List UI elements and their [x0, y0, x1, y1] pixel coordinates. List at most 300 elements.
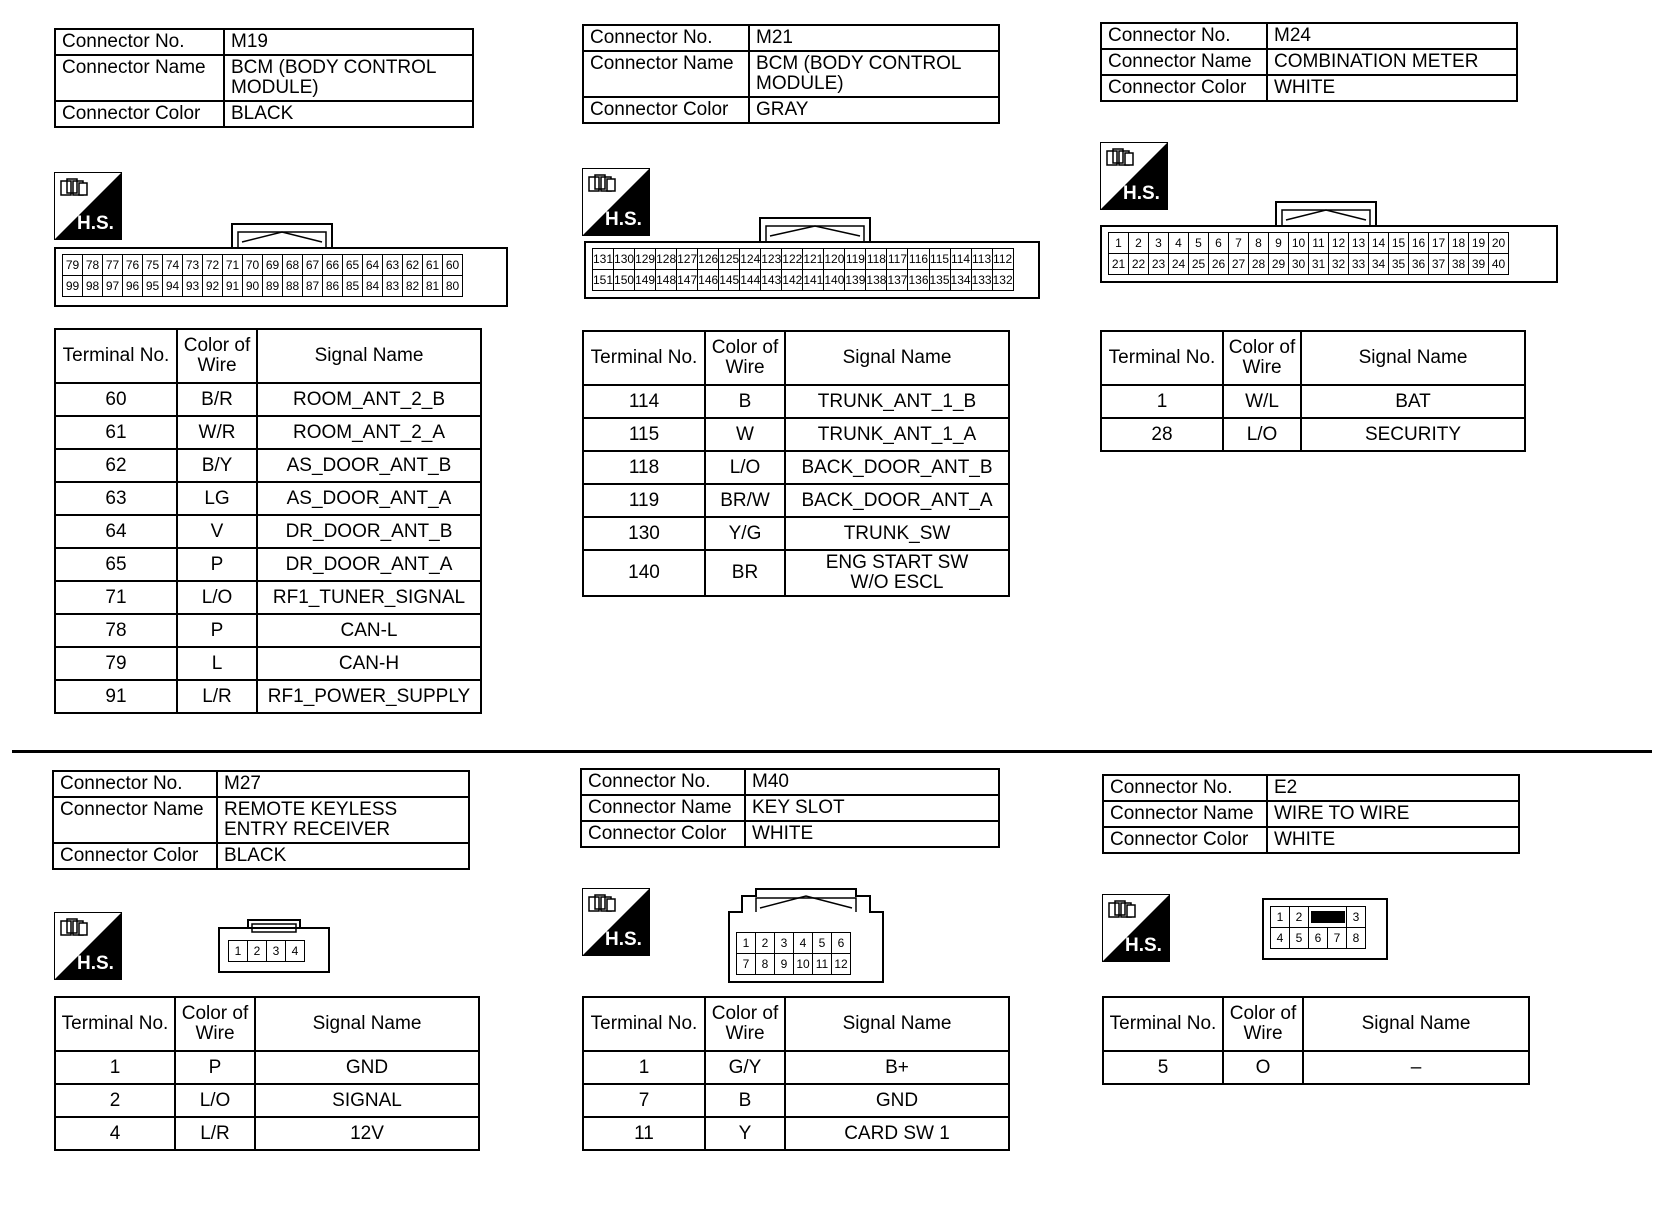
wire-color: Y [705, 1117, 785, 1150]
connector-number: M24 [1267, 23, 1517, 49]
info-label: Connector Color [53, 843, 217, 869]
pin-cell: 117 [887, 249, 908, 270]
terminal-number: 79 [55, 647, 177, 680]
signal-name: GND [785, 1084, 1009, 1117]
wire-color: Y/G [705, 517, 785, 550]
pin-cell: 91 [223, 276, 243, 297]
terminal-header-row [1103, 997, 1529, 1051]
pin-cell: 13 [1349, 233, 1369, 254]
connector-number: M27 [217, 771, 469, 797]
wire-color: P [175, 1051, 255, 1084]
info-row [55, 101, 473, 127]
signal-name: CAN-H [257, 647, 481, 680]
connector-color: BLACK [224, 101, 473, 127]
pin-cell: 16 [1409, 233, 1429, 254]
pin-grid [1108, 232, 1509, 275]
pin-cell: 60 [443, 255, 463, 276]
hs-label: H.S. [77, 953, 114, 974]
terminal-number: 2 [55, 1084, 175, 1117]
wire-color: L/O [1223, 418, 1301, 451]
pin-cell: 29 [1269, 254, 1289, 275]
terminal-number: 140 [583, 550, 705, 596]
pin-cell: 69 [263, 255, 283, 276]
terminal-no-header: Terminal No. [583, 331, 705, 385]
pin-cell: 136 [908, 270, 929, 291]
pin-cell: 8 [1347, 928, 1366, 949]
terminal-header-row [55, 329, 481, 383]
pin-cell: 24 [1169, 254, 1189, 275]
signal-name: AS_DOOR_ANT_B [257, 449, 481, 482]
harness-side-icon [54, 912, 122, 980]
info-row [581, 795, 999, 821]
wire-color: L [177, 647, 257, 680]
signal-name: DR_DOOR_ANT_B [257, 515, 481, 548]
pin-cell: 131 [593, 249, 614, 270]
pin-cell: 113 [971, 249, 992, 270]
pin-cell: 12 [1329, 233, 1349, 254]
pin-cell: 27 [1229, 254, 1249, 275]
pin-cell: 4 [1271, 928, 1290, 949]
pin-row [1271, 928, 1366, 949]
pin-cell: 87 [303, 276, 323, 297]
signal-name-header: Signal Name [257, 329, 481, 383]
terminal-number: 130 [583, 517, 705, 550]
terminal-number: 7 [583, 1084, 705, 1117]
signal-name: GND [255, 1051, 479, 1084]
wire-color: P [177, 614, 257, 647]
terminal-table [54, 328, 482, 714]
pin-cell: 14 [1369, 233, 1389, 254]
pin-cell: 2 [756, 933, 775, 954]
connector-face [584, 216, 1040, 300]
pin-cell: 3 [1149, 233, 1169, 254]
pin-row [63, 276, 463, 297]
pin-row [1271, 907, 1366, 928]
terminal-number: 64 [55, 515, 177, 548]
wire-color: B [705, 385, 785, 418]
terminal-number: 62 [55, 449, 177, 482]
pin-cell: 84 [363, 276, 383, 297]
pin-cell: 32 [1329, 254, 1349, 275]
pin-grid [228, 940, 305, 962]
pin-cell: 65 [343, 255, 363, 276]
pin-cell: 76 [123, 255, 143, 276]
terminal-header-row [583, 331, 1009, 385]
pin-cell: 73 [183, 255, 203, 276]
terminal-number: 61 [55, 416, 177, 449]
terminal-row [583, 451, 1009, 484]
pin-cell: 148 [656, 270, 677, 291]
signal-name: BACK_DOOR_ANT_A [785, 484, 1009, 517]
pin-cell: 71 [223, 255, 243, 276]
info-row [583, 97, 999, 123]
pin-cell: 8 [756, 954, 775, 975]
pin-cell: 138 [866, 270, 887, 291]
pin-cell: 125 [719, 249, 740, 270]
connector-info-table [52, 770, 470, 870]
signal-name: BACK_DOOR_ANT_B [785, 451, 1009, 484]
pin-cell: 67 [303, 255, 323, 276]
wire-color: G/Y [705, 1051, 785, 1084]
terminal-row [55, 1051, 479, 1084]
terminal-number: 28 [1101, 418, 1223, 451]
terminal-number: 63 [55, 482, 177, 515]
wire-color: V [177, 515, 257, 548]
wire-color: L/R [177, 680, 257, 713]
pin-cell: 17 [1429, 233, 1449, 254]
pin-cell: 4 [286, 941, 305, 962]
pin-row [593, 249, 1014, 270]
connector-color: BLACK [217, 843, 469, 869]
pin-cell: 64 [363, 255, 383, 276]
signal-name-header: Signal Name [1303, 997, 1529, 1051]
pin-cell: 122 [782, 249, 803, 270]
info-row [581, 821, 999, 847]
terminal-row [55, 449, 481, 482]
pin-cell: 39 [1469, 254, 1489, 275]
pin-cell: 3 [775, 933, 794, 954]
terminal-row [55, 614, 481, 647]
terminal-no-header: Terminal No. [55, 997, 175, 1051]
signal-name: CAN-L [257, 614, 481, 647]
pin-cell: 34 [1369, 254, 1389, 275]
connector-face [54, 222, 508, 308]
pin-grid [736, 932, 851, 975]
wire-color: W [705, 418, 785, 451]
info-label: Connector Color [583, 97, 749, 123]
pin-cell: 145 [719, 270, 740, 291]
pin-cell: 15 [1389, 233, 1409, 254]
pin-cell: 127 [677, 249, 698, 270]
pin-row [63, 255, 463, 276]
terminal-row [583, 517, 1009, 550]
pin-cell: 23 [1149, 254, 1169, 275]
wire-color-header: Color of Wire [1223, 331, 1301, 385]
pin-cell: 7 [737, 954, 756, 975]
signal-name: B+ [785, 1051, 1009, 1084]
info-label: Connector No. [583, 25, 749, 51]
pin-cell: 94 [163, 276, 183, 297]
info-label: Connector Color [1101, 75, 1267, 101]
pin-cell: 97 [103, 276, 123, 297]
pin-cell: 86 [323, 276, 343, 297]
info-label: Connector Name [55, 55, 224, 101]
pin-cell: 77 [103, 255, 123, 276]
wire-color: B/Y [177, 449, 257, 482]
terminal-number: 4 [55, 1117, 175, 1150]
pin-cell: 12 [832, 954, 851, 975]
pin-cell: 137 [887, 270, 908, 291]
wire-color: P [177, 548, 257, 581]
pin-cell: 139 [845, 270, 866, 291]
pin-cell: 26 [1209, 254, 1229, 275]
pin-cell: 31 [1309, 254, 1329, 275]
pin-cell: 126 [698, 249, 719, 270]
hs-label: H.S. [77, 213, 114, 234]
terminal-header-row [55, 997, 479, 1051]
pin-cell: 37 [1429, 254, 1449, 275]
pin-cell: 92 [203, 276, 223, 297]
connector-face [728, 888, 884, 984]
connector-info-table [582, 24, 1000, 124]
pin-cell: 123 [761, 249, 782, 270]
pin-cell: 1 [229, 941, 248, 962]
pin-cell: 78 [83, 255, 103, 276]
terminal-table [582, 330, 1010, 597]
connector-name: WIRE TO WIRE [1267, 801, 1519, 827]
pin-cell: 9 [1269, 233, 1289, 254]
pin-cell: 143 [761, 270, 782, 291]
connector-name: REMOTE KEYLESS ENTRY RECEIVER [217, 797, 469, 843]
pin-cell: 130 [614, 249, 635, 270]
signal-name: SIGNAL [255, 1084, 479, 1117]
connector-number: E2 [1267, 775, 1519, 801]
terminal-row [55, 1084, 479, 1117]
pin-cell: 7 [1229, 233, 1249, 254]
terminal-header-row [583, 997, 1009, 1051]
pin-cell: 5 [1290, 928, 1309, 949]
terminal-number: 114 [583, 385, 705, 418]
connector-info-table [580, 768, 1000, 848]
pin-cell: 99 [63, 276, 83, 297]
info-row [1103, 827, 1519, 853]
pin-cell: 6 [832, 933, 851, 954]
terminal-number: 91 [55, 680, 177, 713]
pin-cell: 96 [123, 276, 143, 297]
pin-cell: 147 [677, 270, 698, 291]
info-label: Connector No. [53, 771, 217, 797]
pin-cell: 124 [740, 249, 761, 270]
info-label: Connector Name [583, 51, 749, 97]
pin-cell: 7 [1328, 928, 1347, 949]
hs-label: H.S. [605, 209, 642, 230]
pin-row [593, 270, 1014, 291]
signal-name: ROOM_ANT_2_B [257, 383, 481, 416]
terminal-number: 11 [583, 1117, 705, 1150]
connector-number: M21 [749, 25, 999, 51]
connector-name: BCM (BODY CONTROL MODULE) [224, 55, 473, 101]
pin-cell: 128 [656, 249, 677, 270]
pin-cell: 4 [794, 933, 813, 954]
wire-color: BR/W [705, 484, 785, 517]
pin-cell: 79 [63, 255, 83, 276]
pin-cell: 28 [1249, 254, 1269, 275]
pin-row [1109, 254, 1509, 275]
pin-cell: 129 [635, 249, 656, 270]
terminal-no-header: Terminal No. [583, 997, 705, 1051]
pin-cell: 4 [1169, 233, 1189, 254]
connector-info-table [54, 28, 474, 128]
connector-number: M19 [224, 29, 473, 55]
pin-cell: 72 [203, 255, 223, 276]
terminal-row [583, 484, 1009, 517]
pin-cell: 133 [971, 270, 992, 291]
info-row [1103, 801, 1519, 827]
connector-face [218, 918, 330, 974]
pin-cell: 82 [403, 276, 423, 297]
wire-color-header: Color of Wire [1223, 997, 1303, 1051]
info-row [55, 55, 473, 101]
info-label: Connector Color [1103, 827, 1267, 853]
pin-grid [62, 254, 463, 297]
pin-cell: 6 [1209, 233, 1229, 254]
connector-color: GRAY [749, 97, 999, 123]
wire-color: BR [705, 550, 785, 596]
terminal-row [55, 482, 481, 515]
terminal-header-row [1101, 331, 1525, 385]
pin-cell: 141 [803, 270, 824, 291]
pin-cell: 119 [845, 249, 866, 270]
pin-cell: 11 [813, 954, 832, 975]
pin-cell: 121 [803, 249, 824, 270]
terminal-no-header: Terminal No. [1101, 331, 1223, 385]
signal-name: TRUNK_SW [785, 517, 1009, 550]
signal-name: BAT [1301, 385, 1525, 418]
pin-cell: 88 [283, 276, 303, 297]
pin-cell: 20 [1489, 233, 1509, 254]
terminal-number: 78 [55, 614, 177, 647]
pin-cell: 21 [1109, 254, 1129, 275]
pin-cell: 2 [1290, 907, 1309, 928]
pin-cell: 2 [248, 941, 267, 962]
wire-color-header: Color of Wire [175, 997, 255, 1051]
pin-cell: 150 [614, 270, 635, 291]
pin-cell: 63 [383, 255, 403, 276]
pin-cell: 62 [403, 255, 423, 276]
wire-color: B [705, 1084, 785, 1117]
terminal-number: 65 [55, 548, 177, 581]
info-label: Connector Name [1101, 49, 1267, 75]
terminal-row [1103, 1051, 1529, 1084]
connector-name: BCM (BODY CONTROL MODULE) [749, 51, 999, 97]
connector-color: WHITE [1267, 827, 1519, 853]
terminal-number: 1 [1101, 385, 1223, 418]
info-row [53, 771, 469, 797]
terminal-row [583, 1051, 1009, 1084]
pin-cell: 25 [1189, 254, 1209, 275]
wire-color: L/R [175, 1117, 255, 1150]
hs-label: H.S. [605, 929, 642, 950]
pin-grid [1270, 906, 1366, 949]
signal-name: ROOM_ANT_2_A [257, 416, 481, 449]
wire-color: LG [177, 482, 257, 515]
info-row [55, 29, 473, 55]
wire-color-header: Color of Wire [177, 329, 257, 383]
pin-cell: 132 [992, 270, 1013, 291]
terminal-row [55, 548, 481, 581]
signal-name: DR_DOOR_ANT_A [257, 548, 481, 581]
pin-cell: 5 [813, 933, 832, 954]
info-label: Connector No. [581, 769, 745, 795]
pin-cell: 149 [635, 270, 656, 291]
pin-cell: 33 [1349, 254, 1369, 275]
signal-name-header: Signal Name [1301, 331, 1525, 385]
wire-color: L/O [175, 1084, 255, 1117]
terminal-row [1101, 385, 1525, 418]
info-row [583, 25, 999, 51]
harness-side-icon [1102, 894, 1170, 962]
terminal-row [55, 581, 481, 614]
signal-name: RF1_POWER_SUPPLY [257, 680, 481, 713]
connector-info-table [1100, 22, 1518, 102]
terminal-number: 1 [583, 1051, 705, 1084]
pin-cell: 36 [1409, 254, 1429, 275]
signal-name: AS_DOOR_ANT_A [257, 482, 481, 515]
pin-cell: 142 [782, 270, 803, 291]
pin-cell: 66 [323, 255, 343, 276]
pin-row [737, 954, 851, 975]
terminal-no-header: Terminal No. [55, 329, 177, 383]
wire-color-header: Color of Wire [705, 997, 785, 1051]
signal-name: RF1_TUNER_SIGNAL [257, 581, 481, 614]
pin-cell: 93 [183, 276, 203, 297]
wire-color: O [1223, 1051, 1303, 1084]
pin-cell: 81 [423, 276, 443, 297]
terminal-row [55, 416, 481, 449]
info-label: Connector No. [1101, 23, 1267, 49]
info-row [1103, 775, 1519, 801]
pin-cell: 3 [1347, 907, 1366, 928]
terminal-row [55, 383, 481, 416]
pin-grid [592, 248, 1014, 291]
signal-name: TRUNK_ANT_1_B [785, 385, 1009, 418]
info-label: Connector Color [55, 101, 224, 127]
wire-color-header: Color of Wire [705, 331, 785, 385]
pin-cell: 95 [143, 276, 163, 297]
pin-cell: 146 [698, 270, 719, 291]
pin-cell: 30 [1289, 254, 1309, 275]
terminal-row [55, 680, 481, 713]
connector-name: COMBINATION METER [1267, 49, 1517, 75]
pin-cell: 135 [929, 270, 950, 291]
pin-cell: 80 [443, 276, 463, 297]
signal-name-header: Signal Name [255, 997, 479, 1051]
signal-name-header: Signal Name [785, 331, 1009, 385]
info-row [1101, 75, 1517, 101]
pin-cell: 6 [1309, 928, 1328, 949]
pin-cell: 10 [1289, 233, 1309, 254]
connector-face [1262, 898, 1388, 960]
pin-cell: 90 [243, 276, 263, 297]
connector-color: WHITE [745, 821, 999, 847]
harness-side-icon [582, 888, 650, 956]
blocked-cavity [1309, 907, 1347, 928]
signal-name: SECURITY [1301, 418, 1525, 451]
pin-cell: 75 [143, 255, 163, 276]
info-label: Connector Name [581, 795, 745, 821]
signal-name: ENG START SW W/O ESCL [785, 550, 1009, 596]
pin-cell: 1 [1271, 907, 1290, 928]
info-row [581, 769, 999, 795]
pin-row [229, 941, 305, 962]
wire-color: W/L [1223, 385, 1301, 418]
terminal-row [583, 385, 1009, 418]
terminal-row [55, 515, 481, 548]
wire-color: B/R [177, 383, 257, 416]
pin-cell: 35 [1389, 254, 1409, 275]
hs-label: H.S. [1125, 935, 1162, 956]
info-label: Connector Color [581, 821, 745, 847]
terminal-row [583, 1117, 1009, 1150]
pin-cell: 5 [1189, 233, 1209, 254]
signal-name: – [1303, 1051, 1529, 1084]
terminal-table [1100, 330, 1526, 452]
info-row [1101, 23, 1517, 49]
pin-cell: 112 [992, 249, 1013, 270]
terminal-number: 118 [583, 451, 705, 484]
pin-cell: 38 [1449, 254, 1469, 275]
connector-face [1100, 200, 1558, 284]
